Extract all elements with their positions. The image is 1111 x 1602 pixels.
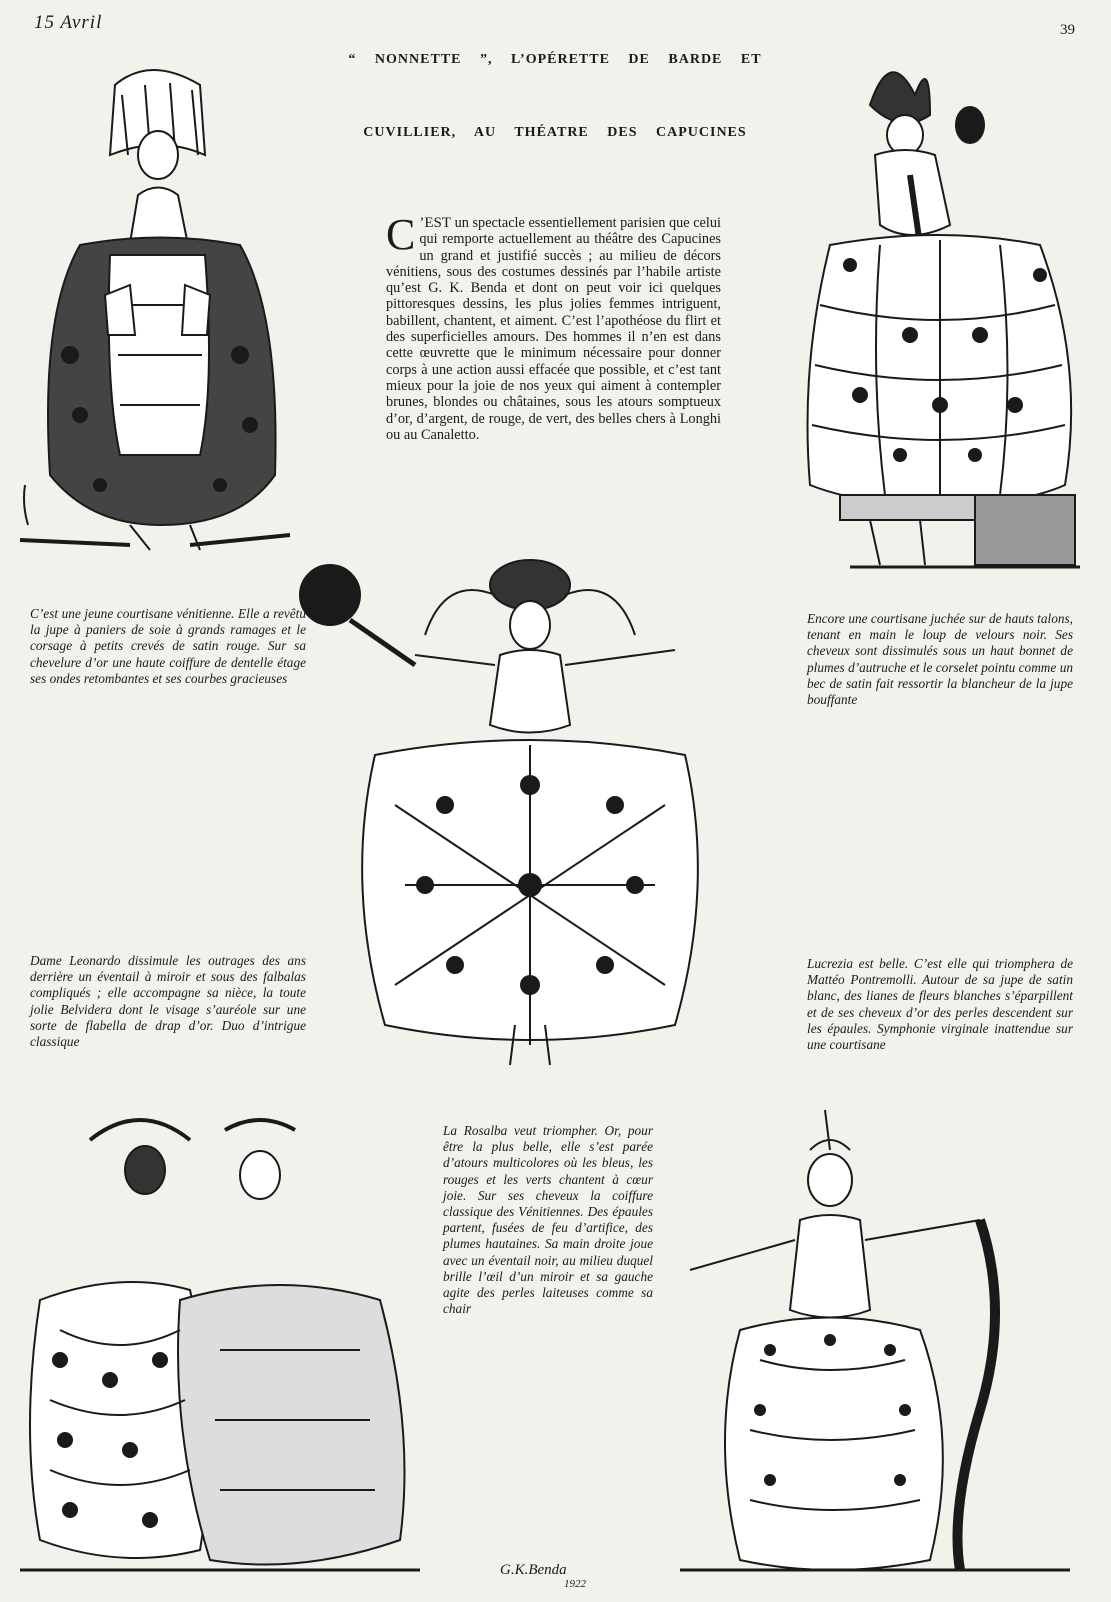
caption-top-right: Encore une courtisane juchée sur de hauts talons, tenant en main le loup de velours noir. Ses cheveux sont dissimulés sous un haut bonnet de plumes d’autruche et le corselet pointu comme un bec de satin fait ressortir la blancheur de la jupe bouffante bbox=[807, 611, 1073, 708]
illustration-courtesan-bottom-right bbox=[680, 1110, 1070, 1580]
drop-cap: C bbox=[386, 210, 416, 259]
issue-date: 15 Avril bbox=[34, 12, 103, 33]
caption-middle-right: Lucrezia est belle. C’est elle qui triomphera de Mattéo Pontremolli. Autour de sa jupe de satin blanc, des lianes de fleurs blanches s’éparpillent et de ses cheveux d’or des perles descendent sur les épaules. Symphonie virginale inattendue sur une courtisane bbox=[807, 956, 1073, 1053]
article-title-line-1: “ NONNETTE ”, L’OPÉRETTE DE BARDE ET bbox=[348, 52, 762, 67]
illustration-pair-bottom-left bbox=[20, 1100, 420, 1580]
intro-lead-caps: ’EST bbox=[419, 215, 452, 231]
intro-paragraph bbox=[386, 210, 721, 443]
signature-year: 1922 bbox=[564, 1578, 586, 1590]
illustration-courtesan-center bbox=[295, 555, 735, 1075]
intro-body: un spectacle essentiellement parisien que celui qui remporte actuellement au théâtre des Capucines un grand et justifié succès ; au milieu de décors vénitiens, sous des costumes dessinés par l’habile artiste qu’est G. K. Benda et dont on peut voir ici quelques pittoresques dessins, les plus jolies femmes intriguent, babillent, chantent, et aiment. C’est l’apothéose du flirt et des superficielles amours. Des hommes il n’en est dans cette œuvrette que le minimum nécessaire pour donner corps à une action aussi effacée que possible, et c’est tant mieux pour la joie de nos yeux qui aiment à contempler brunes, blondes ou châtaines, sous les atours somptueux d’or, d’argent, de rouge, de vert, des belles chers à Longhi ou au Canaletto. bbox=[386, 215, 721, 443]
illustration-courtesan-top-right bbox=[800, 45, 1090, 585]
caption-middle-left: Dame Leonardo dissimule les outrages des ans derrière un éventail à miroir et sous des falbalas compliqués ; elle accompagne sa nièce, la toute jolie Belvidera dont le visage s’auréole sur une sorte de flabella de drap d’or. Duo d’intrigue classique bbox=[30, 953, 306, 1050]
illustration-courtesan-top-left bbox=[10, 55, 300, 565]
article-title-line-2: CUVILLIER, AU THÉATRE DES CAPUCINES bbox=[363, 125, 747, 140]
caption-top-left: C’est une jeune courtisane vénitienne. Elle a revêtu la jupe à paniers de soie à grands ramages et le corsage à petits crevés de satin rouge. Sur sa chevelure d’or une haute coiffure de dentelle étage ses ondes retombantes et ses courbes gracieuses bbox=[30, 606, 306, 686]
page-number: 39 bbox=[1060, 22, 1075, 38]
artist-signature: G.K.Benda bbox=[500, 1562, 567, 1578]
caption-bottom-center: La Rosalba veut triompher. Or, pour être la plus belle, elle s’est parée d’atours multicolores où les bleus, les rouges et les verts chantent à cœur joie. Sur ses cheveux la coiffure classique des Vénitiennes. Des épaules partent, fusées de feu d’artifice, des plumes hautaines. Sa main droite joue avec un éventail noir, au milieu duquel brille l’œil d’un miroir et sa gauche agite des perles laiteuses comme sa chair bbox=[443, 1123, 653, 1317]
